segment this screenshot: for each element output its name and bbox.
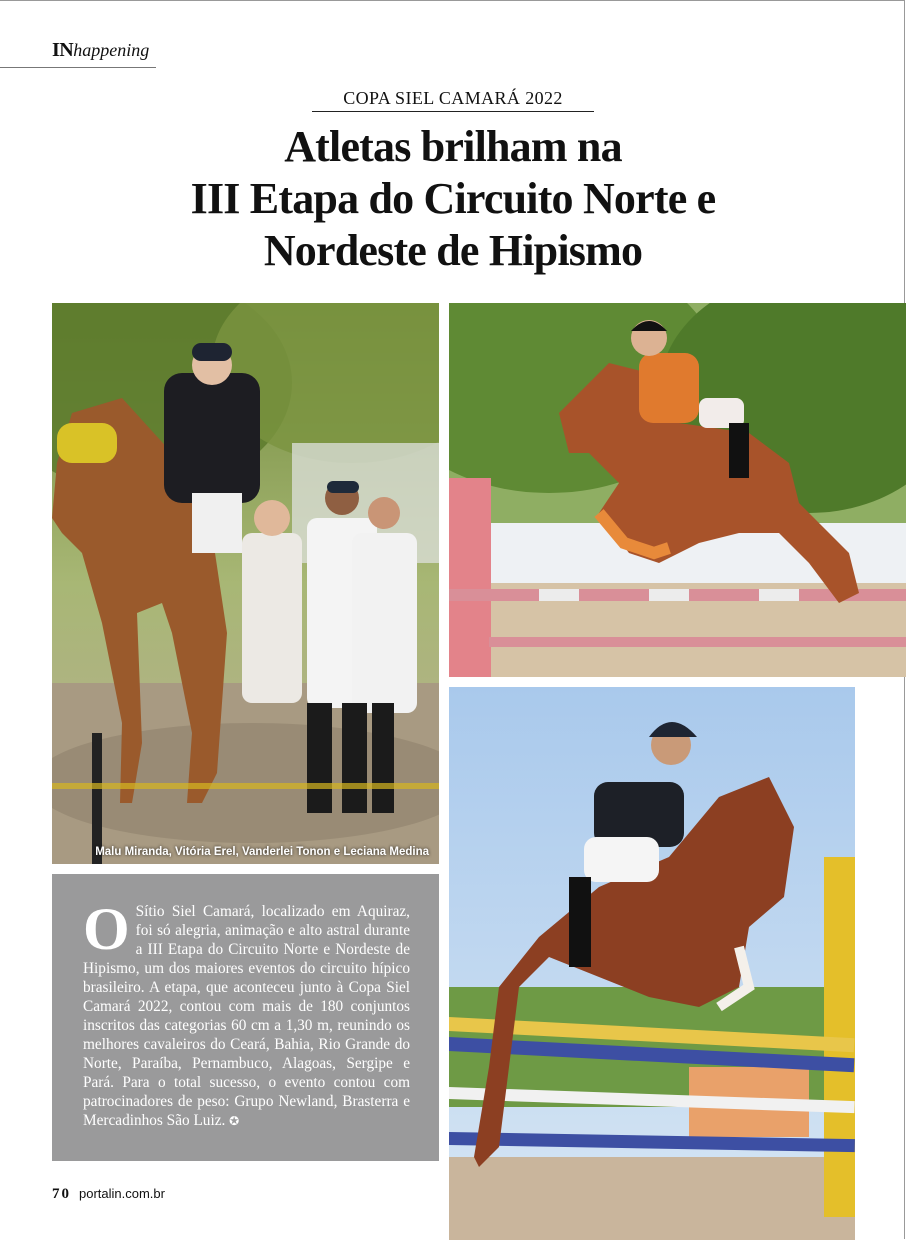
photo-caption: Malu Miranda, Vitória Erel, Vanderlei Tonon e Leciana Medina [95,846,429,858]
drop-cap: O [83,896,130,962]
page-footer [52,1186,165,1203]
jump-photo-rider-orange [449,303,906,677]
article-body [83,896,410,1131]
section-mark [52,38,149,62]
headline-line: Atletas brilham na [284,122,622,171]
website-link[interactable]: portalin.com.br [79,1186,165,1201]
jump-photo-rider-navy [449,687,855,1240]
headline-line: Nordeste de Hipismo [263,226,643,275]
headline-line: III Etapa do Circuito Norte e [190,174,716,223]
jump-photo-rider-navy-illustration [449,687,855,1240]
magazine-brand: IN [52,39,74,61]
group-photo [52,303,439,864]
article-body-text: Sítio Siel Camará, localizado em Aquiraz, foi só alegria, animação e alto astral durante a III Etapa do Circuito Norte e Nordeste de Hipismo, um dos maiores eventos do circuito hípico brasileiro. A etapa, que aconteceu junto à Copa Siel Camará 2022, contou com mais de 180 conjuntos inscritos das categorias 60 cm a 1,30 m, reunindo os melhores cavaleiros do Ceará, Bahia, Rio Grande do Norte, Paraíba, Pernambuco, Alagoas, Sergipe e Pará. Para o total sucesso, o evento contou com patrocinadores de peso: Grupo Newland, Brasterra e Mercadinhos São Luiz. [83,903,410,1129]
section-name: happening [73,40,150,60]
header-rule [0,67,156,68]
group-photo-illustration [52,303,439,864]
jump-photo-rider-orange-illustration [449,303,906,677]
article-headline [60,121,846,277]
page-number: 70 [52,1186,71,1202]
end-of-article-icon: ✪ [229,1114,240,1128]
article-text-box [52,874,439,1161]
kicker-rule [312,111,594,112]
article-kicker: COPA SIEL CAMARÁ 2022 [343,88,563,108]
